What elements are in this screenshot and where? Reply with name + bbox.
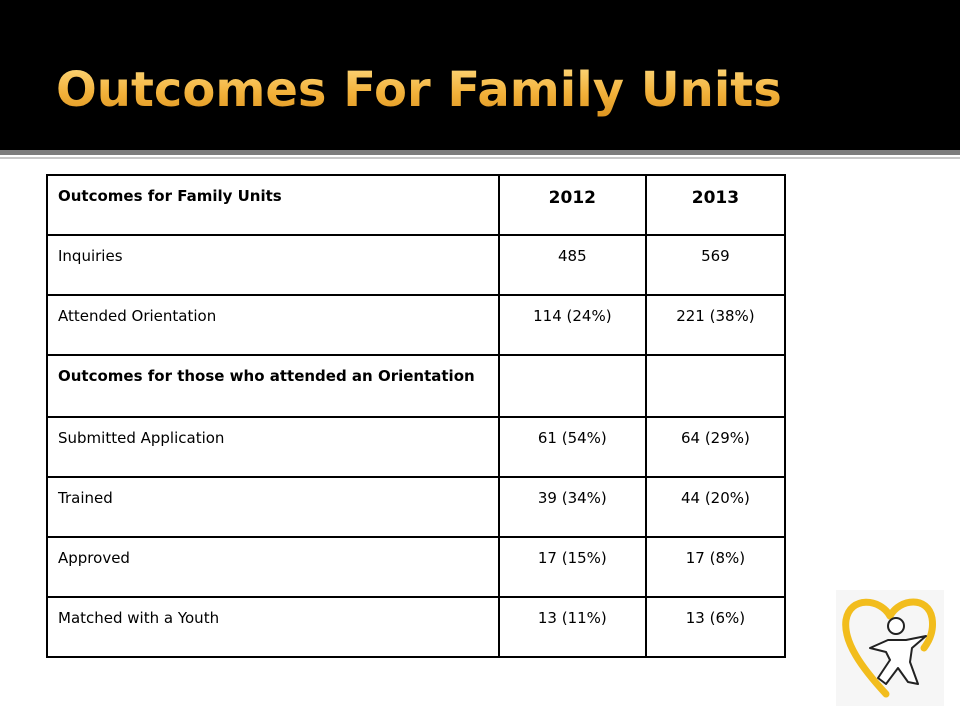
title-divider: [0, 150, 960, 155]
heart-figure-logo-icon: [836, 590, 944, 706]
row-value-2012: 485: [499, 235, 646, 295]
row-value-2012: 114 (24%): [499, 295, 646, 355]
row-value-2013: 64 (29%): [646, 417, 785, 477]
row-label: Attended Orientation: [47, 295, 499, 355]
table-row: [47, 235, 785, 295]
row-value-2013: 569: [646, 235, 785, 295]
row-label: Inquiries: [47, 235, 499, 295]
row-value-2013: 13 (6%): [646, 597, 785, 657]
table-row: [47, 537, 785, 597]
row-label: Trained: [47, 477, 499, 537]
row-value-2012: [499, 355, 646, 417]
table-section-row: [47, 355, 785, 417]
row-value-2012: 13 (11%): [499, 597, 646, 657]
table-header-row: [47, 175, 785, 235]
row-label: Outcomes for those who attended an Orientation: [47, 355, 499, 417]
slide-title: Outcomes For Family Units: [56, 58, 782, 122]
title-bar: [0, 0, 960, 150]
header-cell-2012: 2012: [499, 175, 646, 235]
title-divider-thin: [0, 157, 960, 159]
row-value-2012: 17 (15%): [499, 537, 646, 597]
row-value-2013: 221 (38%): [646, 295, 785, 355]
row-value-2012: 39 (34%): [499, 477, 646, 537]
table-row: [47, 417, 785, 477]
table-row: [47, 295, 785, 355]
header-cell-label: Outcomes for Family Units: [47, 175, 499, 235]
row-label: Matched with a Youth: [47, 597, 499, 657]
row-value-2012: 61 (54%): [499, 417, 646, 477]
row-label: Approved: [47, 537, 499, 597]
outcomes-table: [46, 174, 786, 658]
row-label: Submitted Application: [47, 417, 499, 477]
table-row: [47, 477, 785, 537]
row-value-2013: 44 (20%): [646, 477, 785, 537]
row-value-2013: 17 (8%): [646, 537, 785, 597]
row-value-2013: [646, 355, 785, 417]
header-cell-2013: 2013: [646, 175, 785, 235]
table-row: [47, 597, 785, 657]
